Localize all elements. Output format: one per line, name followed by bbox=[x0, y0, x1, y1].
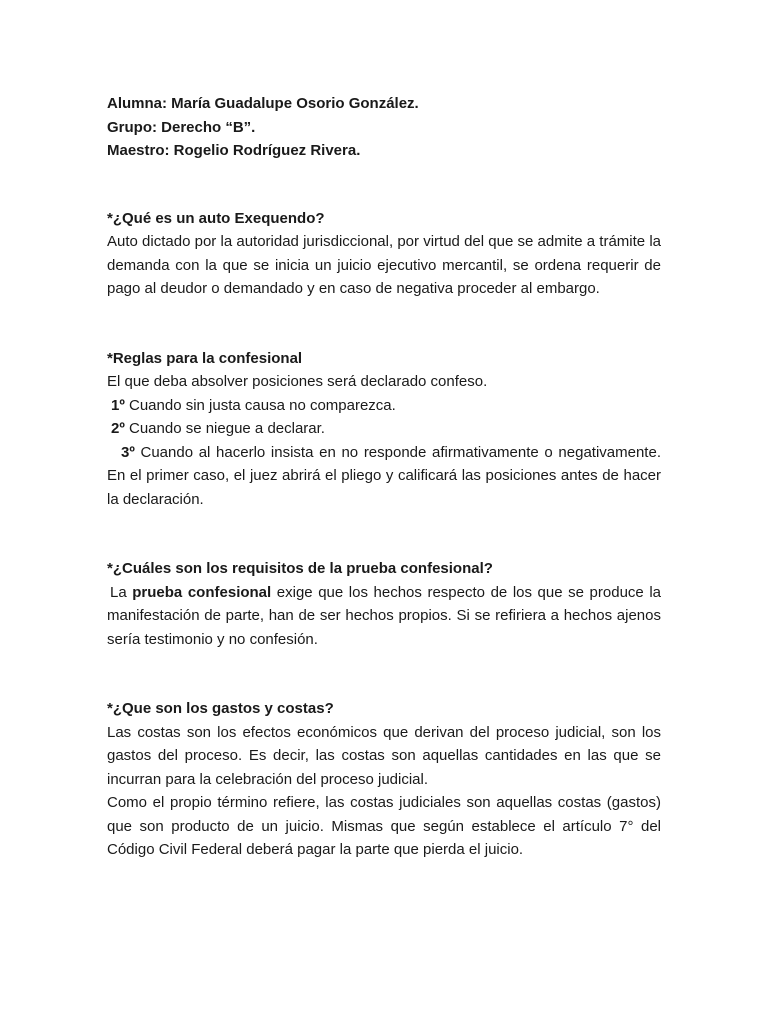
section-title: *¿Que son los gastos y costas? bbox=[107, 700, 334, 717]
section-body bbox=[107, 581, 661, 652]
group-name: Grupo: Derecho “B”. bbox=[107, 118, 256, 136]
student-name: Alumna: María Guadalupe Osorio González. bbox=[107, 95, 419, 112]
spacer bbox=[107, 163, 661, 207]
section-gastos-costas bbox=[107, 697, 661, 862]
spacer bbox=[107, 651, 661, 697]
section-body: Las costas son los efectos económicos que derivan del proceso judicial, son los gastos del proceso. Es decir, las costas son aquellas cantidades en las que se incurran para la celebración del proceso judicial. bbox=[107, 723, 661, 788]
section-intro: El que deba absolver posiciones será declarado confeso. bbox=[107, 373, 488, 390]
rule-number: 2º bbox=[111, 420, 125, 437]
body-text: La bbox=[110, 583, 133, 601]
document-header bbox=[107, 92, 661, 163]
section-body: Como el propio término refiere, las costas judiciales son aquellas costas (gastos) que son producto de un juicio. Mismas que según establece el artículo 7° del Código Civil Federal deberá pagar la parte que pierda el juicio. bbox=[107, 794, 661, 858]
document-page bbox=[107, 92, 661, 862]
rule-text: Cuando se niegue a declarar. bbox=[124, 420, 325, 437]
spacer bbox=[107, 301, 661, 347]
rule-item bbox=[107, 441, 661, 512]
section-auto-exequendo bbox=[107, 207, 661, 301]
section-title: *¿Qué es un auto Exequendo? bbox=[107, 209, 325, 227]
section-reglas-confesional bbox=[107, 347, 661, 512]
section-requisitos-prueba bbox=[107, 557, 661, 651]
rule-text: Cuando al hacerlo insista en no responde afirmativamente o negativamente. En el primer caso, el juez abrirá el pliego y calificará las posiciones antes de hacer la declaración. bbox=[107, 443, 661, 508]
body-text: exige que los hechos respecto de los que se produce la manifestación de parte, han de ser hechos propios. Si se refiriera a hechos ajenos sería testimonio y no confesión. bbox=[107, 583, 662, 648]
section-title: *Reglas para la confesional bbox=[107, 349, 303, 367]
section-body: Auto dictado por la autoridad jurisdiccional, por virtud del que se admite a trámite la demanda con la que se inicia un juicio ejecutivo mercantil, se ordena requerir de pago al deudor o demandado y en caso de negativa proceder al embargo. bbox=[107, 233, 661, 297]
spacer bbox=[107, 511, 661, 557]
rule-item bbox=[107, 417, 661, 441]
rule-text: Cuando sin justa causa no comparezca. bbox=[124, 396, 396, 414]
body-bold-term: prueba confesional bbox=[132, 583, 272, 601]
section-title: *¿Cuáles son los requisitos de la prueba confesional? bbox=[107, 560, 493, 577]
rule-item bbox=[107, 394, 661, 418]
teacher-name: Maestro: Rogelio Rodríguez Rivera. bbox=[107, 142, 361, 159]
rule-number: 3º bbox=[121, 443, 135, 461]
rule-number: 1º bbox=[111, 396, 125, 414]
